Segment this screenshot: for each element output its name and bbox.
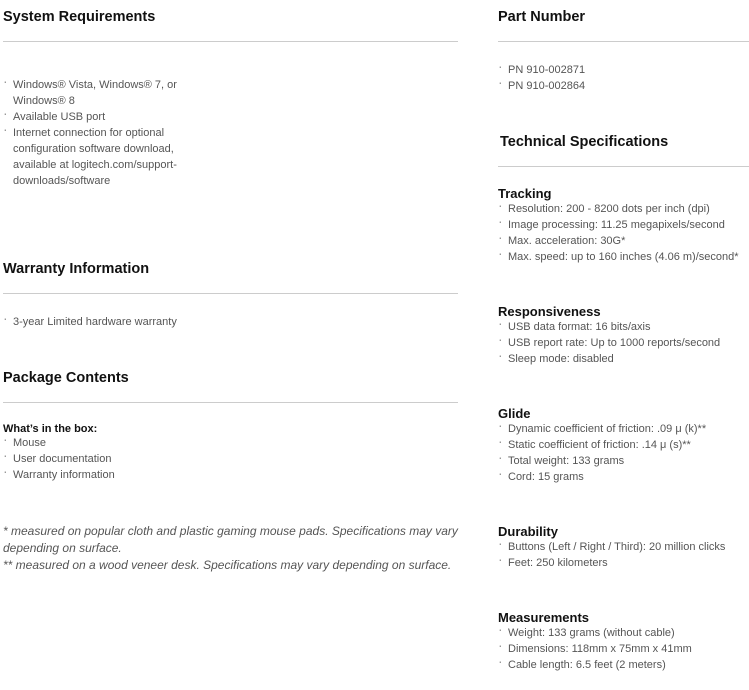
package-contents-subtitle: What’s in the box: <box>3 423 98 435</box>
package-contents-title: Package Contents <box>3 370 129 386</box>
tech-specs-title: Technical Specifications <box>500 134 669 150</box>
divider <box>498 166 749 167</box>
tracking-list <box>498 201 739 265</box>
responsiveness-title: Responsiveness <box>498 304 601 319</box>
list-item: · Mouse <box>3 435 115 451</box>
list-item: · Feet: 250 kilometers <box>498 555 725 571</box>
durability-list <box>498 539 725 571</box>
system-requirements-title: System Requirements <box>3 9 156 25</box>
measurements-list <box>498 625 692 673</box>
list-item: · Sleep mode: disabled <box>498 351 720 367</box>
tracking-title: Tracking <box>498 186 552 201</box>
list-item: · PN 910-002871 <box>498 62 585 78</box>
divider <box>3 41 458 42</box>
divider <box>3 293 458 294</box>
part-number-list <box>498 62 585 94</box>
list-item: · Weight: 133 grams (without cable) <box>498 625 692 641</box>
footnotes <box>3 523 458 574</box>
system-requirements-list <box>3 77 188 189</box>
list-item: · Windows® Vista, Windows® 7, or Windows® 8 <box>3 77 188 109</box>
durability-title: Durability <box>498 524 558 539</box>
package-contents-list <box>3 435 115 483</box>
footnote: * measured on popular cloth and plastic gaming mouse pads. Specifications may vary depending on surface. <box>3 524 458 555</box>
list-item: · User documentation <box>3 451 115 467</box>
glide-title: Glide <box>498 406 531 421</box>
list-item: · Cord: 15 grams <box>498 469 706 485</box>
list-item: · Dimensions: 118mm x 75mm x 41mm <box>498 641 692 657</box>
list-item: · Dynamic coefficient of friction: .09 μ (k)** <box>498 421 706 437</box>
divider <box>498 41 749 42</box>
responsiveness-list <box>498 319 720 367</box>
list-item: · Cable length: 6.5 feet (2 meters) <box>498 657 692 673</box>
list-item: · Static coefficient of friction: .14 μ (s)** <box>498 437 706 453</box>
list-item: · Warranty information <box>3 467 115 483</box>
list-item: · Image processing: 11.25 megapixels/second <box>498 217 739 233</box>
list-item: · Available USB port <box>3 109 188 125</box>
part-number-title: Part Number <box>498 9 586 25</box>
warranty-list <box>3 314 177 330</box>
list-item: · Max. speed: up to 160 inches (4.06 m)/second* <box>498 249 739 265</box>
warranty-title: Warranty Information <box>3 261 150 277</box>
list-item: · USB report rate: Up to 1000 reports/second <box>498 335 720 351</box>
glide-list <box>498 421 706 485</box>
list-item: · 3-year Limited hardware warranty <box>3 314 177 330</box>
list-item: · Resolution: 200 - 8200 dots per inch (dpi) <box>498 201 739 217</box>
list-item: · Buttons (Left / Right / Third): 20 million clicks <box>498 539 725 555</box>
list-item: · USB data format: 16 bits/axis <box>498 319 720 335</box>
measurements-title: Measurements <box>498 610 590 625</box>
list-item: · PN 910-002864 <box>498 78 585 94</box>
list-item: · Total weight: 133 grams <box>498 453 706 469</box>
footnote: ** measured on a wood veneer desk. Specifications may vary depending on surface. <box>3 558 452 572</box>
list-item: · Max. acceleration: 30G* <box>498 233 739 249</box>
divider <box>3 402 458 403</box>
list-item: · Internet connection for optional configuration software download, available at logitech.com/support-downloads/software <box>3 125 188 189</box>
